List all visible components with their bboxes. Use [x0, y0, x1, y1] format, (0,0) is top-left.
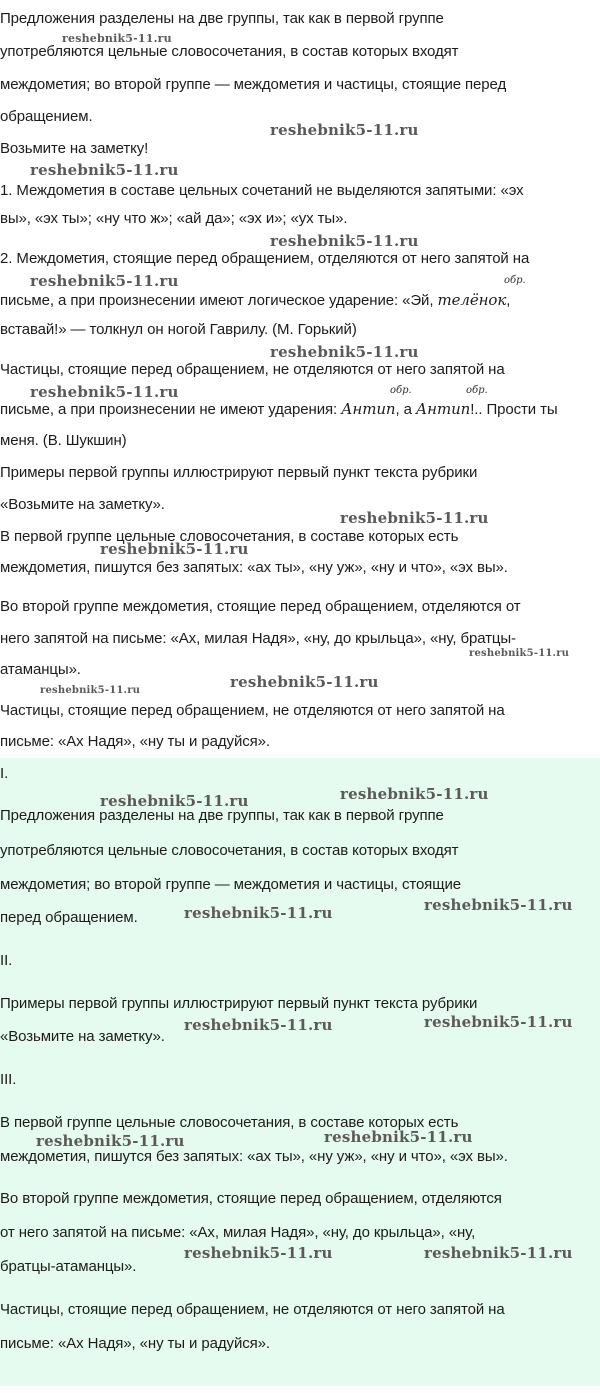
item2-line1: 2. Междометия, стоящие перед обращением, отделяются от него запятой на	[0, 250, 530, 267]
para1-line1: Предложения разделены на две группы, так как в первой группе	[0, 10, 444, 27]
note-title: Возьмите на заметку!	[0, 140, 149, 157]
ex2-line2: междометия, пишутся без запятых: «ах ты», «ну уж», «ну и что», «эх вы».	[0, 559, 508, 576]
emphasized-word: телёнок	[437, 291, 507, 309]
item3-line2: письме, а при произнесении не имеют ударения: Антип, а Антип!.. Прости ты	[0, 400, 558, 418]
watermark: reshebnik5-11.ru	[270, 121, 419, 139]
ex3-line1: Во второй группе междометия, стоящие перед обращением, отделяются от	[0, 598, 521, 615]
s1-line3: междометия; во второй группе — междометия и частицы, стоящие	[0, 876, 461, 893]
ex4-line2: письме: «Ах Надя», «ну ты и радуйся».	[0, 733, 270, 750]
watermark: reshebnik5-11.ru	[30, 272, 179, 290]
s3b-line1: Во второй группе междометия, стоящие перед обращением, отделяются	[0, 1190, 502, 1207]
s3a-line2: междометия, пишутся без запятых: «ах ты», «ну уж», «ну и что», «эх вы».	[0, 1148, 508, 1165]
watermark: reshebnik5-11.ru	[424, 1244, 573, 1262]
s2-line2: «Возьмите на заметку».	[0, 1028, 165, 1045]
watermark: reshebnik5-11.ru	[30, 383, 179, 401]
ex3-line2: него запятой на письме: «Ах, милая Надя», «ну, до крыльца», «ну, братцы-	[0, 630, 516, 647]
s3c-line2: письме: «Ах Надя», «ну ты и радуйся».	[0, 1335, 270, 1352]
watermark: reshebnik5-11.ru	[340, 509, 489, 527]
obr-mark: обр.	[504, 275, 526, 286]
emphasized-word: Антип	[415, 400, 471, 418]
s3c-line1: Частицы, стоящие перед обращением, не отделяются от него запятой на	[0, 1301, 505, 1318]
item3-line3: меня. (В. Шукшин)	[0, 432, 127, 449]
watermark: reshebnik5-11.ru	[40, 685, 141, 696]
s3b-line3: братцы-атаманцы».	[0, 1258, 137, 1275]
watermark: reshebnik5-11.ru	[30, 161, 179, 179]
obr-mark: обр.	[390, 385, 412, 396]
obr-mark: обр.	[466, 385, 488, 396]
emphasized-word: Антип	[341, 400, 396, 418]
watermark: reshebnik5-11.ru	[100, 540, 249, 558]
watermark: reshebnik5-11.ru	[36, 1132, 185, 1150]
item1-line1: 1. Междометия в составе цельных сочетаний не выделяются запятыми: «эх	[0, 182, 524, 199]
watermark: reshebnik5-11.ru	[230, 673, 379, 691]
watermark: reshebnik5-11.ru	[469, 648, 570, 659]
ex1-line1: Примеры первой группы иллюстрируют первый пункт текста рубрики	[0, 464, 478, 481]
s1-line1: Предложения разделены на две группы, так как в первой группе	[0, 807, 444, 824]
watermark: reshebnik5-11.ru	[270, 343, 419, 361]
section-3-label: III.	[0, 1071, 17, 1088]
s1-line4: перед обращением.	[0, 909, 138, 926]
s1-line2: употребляются цельные словосочетания, в состав которых входят	[0, 842, 459, 859]
item2-line2: письме, а при произнесении имеют логическое ударение: «Эй, телёнок,	[0, 291, 511, 309]
watermark: reshebnik5-11.ru	[424, 896, 573, 914]
item2-line3: вставай!» — толкнул он ногой Гаврилу. (М. Горький)	[0, 321, 357, 338]
item3-line1: Частицы, стоящие перед обращением, не отделяются от него запятой на	[0, 361, 505, 378]
section-2-label: II.	[0, 952, 13, 969]
s3b-line2: от него запятой на письме: «Ах, милая Надя», «ну, до крыльца», «ну,	[0, 1224, 476, 1241]
para1-line4: обращением.	[0, 108, 93, 125]
watermark: reshebnik5-11.ru	[324, 1128, 473, 1146]
watermark: reshebnik5-11.ru	[184, 1016, 333, 1034]
ex3-line3: атаманцы».	[0, 661, 81, 678]
watermark: reshebnik5-11.ru	[184, 904, 333, 922]
ex1-line2: «Возьмите на заметку».	[0, 496, 165, 513]
watermark: reshebnik5-11.ru	[184, 1244, 333, 1262]
watermark: reshebnik5-11.ru	[340, 785, 489, 803]
watermark: reshebnik5-11.ru	[62, 32, 172, 45]
ex2-line1: В первой группе цельные словосочетания, в составе которых есть	[0, 528, 459, 545]
para1-line2: употребляются цельные словосочетания, в состав которых входят	[0, 43, 459, 60]
item1-line2: вы», «эх ты»; «ну что ж»; «ай да»; «эх и»; «ух ты».	[0, 210, 348, 227]
s3a-line1: В первой группе цельные словосочетания, в составе которых есть	[0, 1114, 459, 1131]
section-1-label: I.	[0, 765, 9, 782]
ex4-line1: Частицы, стоящие перед обращением, не отделяются от него запятой на	[0, 702, 505, 719]
para1-line3: междометия; во второй группе — междометия и частицы, стоящие перед	[0, 76, 507, 93]
s2-line1: Примеры первой группы иллюстрируют первый пункт текста рубрики	[0, 995, 478, 1012]
watermark: reshebnik5-11.ru	[424, 1013, 573, 1031]
watermark: reshebnik5-11.ru	[270, 232, 419, 250]
watermark: reshebnik5-11.ru	[100, 792, 249, 810]
